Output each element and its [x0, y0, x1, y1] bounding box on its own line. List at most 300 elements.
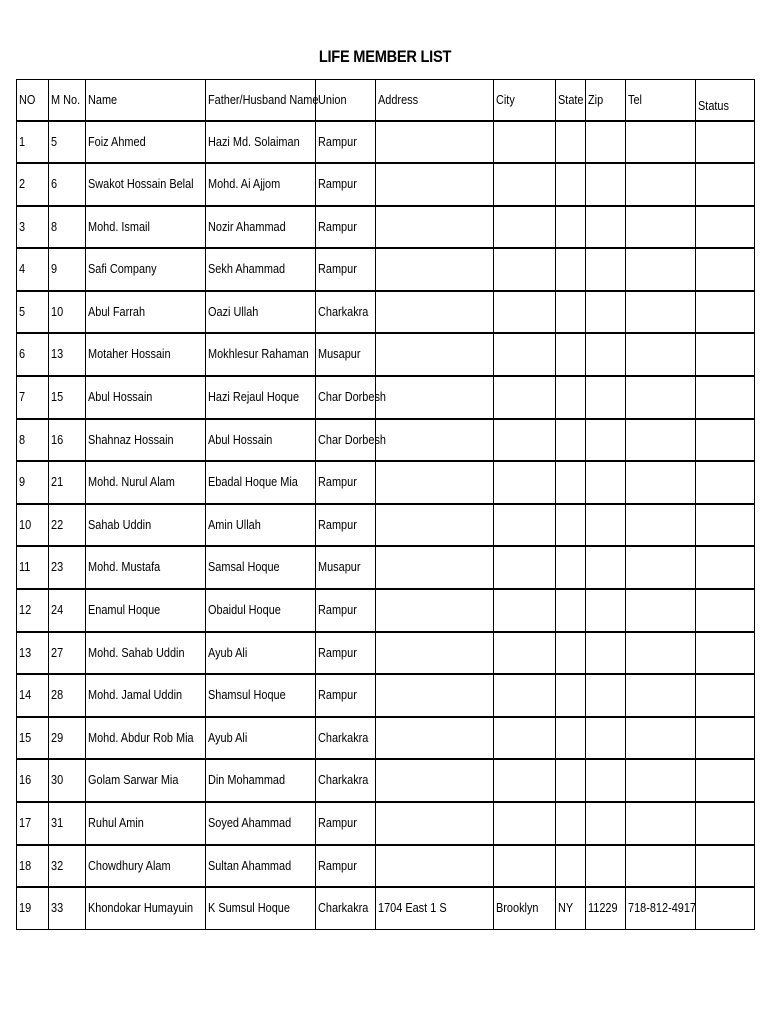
- member-table: [16, 79, 755, 930]
- table-row: [17, 206, 755, 249]
- table-row: [17, 717, 755, 760]
- table-cell: [316, 717, 376, 760]
- cell-text: 19: [19, 900, 32, 916]
- table-cell: [626, 419, 696, 462]
- cell-text: Motaher Hossain: [88, 346, 171, 362]
- table-cell: [626, 504, 696, 547]
- column-header: [376, 80, 494, 121]
- table-cell: [86, 504, 206, 547]
- table-cell: [696, 376, 755, 419]
- table-cell: [206, 887, 316, 930]
- cell-text: 10: [19, 516, 32, 532]
- table-cell: [376, 419, 494, 462]
- table-cell: [376, 376, 494, 419]
- cell-text: Obaidul Hoque: [208, 602, 281, 618]
- cell-text: 15: [19, 729, 32, 745]
- cell-text: 10: [51, 303, 64, 319]
- table-cell: [206, 248, 316, 291]
- table-cell: [49, 546, 86, 589]
- table-cell: [586, 291, 626, 334]
- cell-text: 2: [19, 176, 26, 192]
- table-cell: [206, 291, 316, 334]
- table-cell: [86, 546, 206, 589]
- table-cell: [494, 546, 556, 589]
- table-cell: [696, 419, 755, 462]
- table-cell: [376, 206, 494, 249]
- cell-text: Soyed Ahammad: [208, 815, 292, 830]
- table-cell: [316, 802, 376, 845]
- table-cell: [556, 333, 586, 376]
- table-cell: [17, 845, 49, 888]
- table-cell: [49, 845, 86, 888]
- table-cell: [376, 759, 494, 802]
- cell-text: Safi Company: [88, 261, 157, 277]
- table-row: [17, 376, 755, 419]
- cell-text: Samsal Hoque: [208, 559, 280, 575]
- cell-text: Charkakra: [318, 729, 369, 745]
- cell-text: 1: [19, 133, 26, 149]
- cell-text: 11229: [588, 900, 618, 916]
- table-cell: [586, 461, 626, 504]
- cell-text: Golam Sarwar Mia: [88, 772, 179, 788]
- column-header-label: State: [558, 92, 584, 107]
- cell-text: 718-812-4917: [628, 900, 697, 916]
- table-cell: [556, 802, 586, 845]
- table-cell: [17, 632, 49, 675]
- table-cell: [86, 333, 206, 376]
- column-header-label: NO: [19, 92, 36, 107]
- cell-text: Rampur: [318, 474, 357, 490]
- column-header-label: Tel: [628, 92, 642, 107]
- table-cell: [494, 248, 556, 291]
- table-cell: [17, 802, 49, 845]
- table-cell: [626, 206, 696, 249]
- column-header: [696, 80, 755, 121]
- table-cell: [626, 121, 696, 164]
- table-cell: [556, 589, 586, 632]
- table-cell: [86, 845, 206, 888]
- cell-text: 17: [19, 815, 32, 830]
- table-cell: [376, 504, 494, 547]
- cell-text: Nozir Ahammad: [208, 218, 286, 234]
- table-cell: [316, 248, 376, 291]
- column-header: [626, 80, 696, 121]
- cell-text: Foiz Ahmed: [88, 133, 146, 149]
- cell-text: 13: [19, 644, 32, 660]
- table-cell: [206, 674, 316, 717]
- cell-text: 13: [51, 346, 64, 362]
- cell-text: 28: [51, 687, 64, 703]
- cell-text: Ruhul Amin: [88, 815, 144, 830]
- table-cell: [626, 333, 696, 376]
- table-cell: [586, 546, 626, 589]
- table-cell: [556, 291, 586, 334]
- cell-text: Swakot Hossain Belal: [88, 176, 194, 192]
- table-cell: [376, 887, 494, 930]
- table-cell: [49, 802, 86, 845]
- table-cell: [586, 887, 626, 930]
- cell-text: Ayub Ali: [208, 729, 248, 745]
- table-cell: [86, 206, 206, 249]
- table-cell: [696, 845, 755, 888]
- table-cell: [556, 376, 586, 419]
- table-cell: [586, 845, 626, 888]
- cell-text: Abul Hossain: [208, 431, 273, 447]
- table-cell: [206, 376, 316, 419]
- column-header-label: M No.: [51, 92, 81, 107]
- table-cell: [586, 248, 626, 291]
- table-cell: [86, 461, 206, 504]
- table-cell: [49, 887, 86, 930]
- table-cell: [586, 717, 626, 760]
- table-cell: [17, 333, 49, 376]
- cell-text: Mohd. Ai Ajjom: [208, 176, 281, 192]
- cell-text: Rampur: [318, 133, 357, 149]
- column-header-label: Father/Husband Name: [208, 92, 319, 107]
- table-cell: [586, 206, 626, 249]
- cell-text: Char Dorbesh: [318, 389, 386, 405]
- column-header: [556, 80, 586, 121]
- table-cell: [316, 121, 376, 164]
- table-cell: [626, 632, 696, 675]
- table-cell: [17, 291, 49, 334]
- table-cell: [49, 589, 86, 632]
- table-row: [17, 163, 755, 206]
- table-cell: [494, 674, 556, 717]
- table-cell: [586, 674, 626, 717]
- table-cell: [696, 461, 755, 504]
- table-cell: [86, 674, 206, 717]
- cell-text: Oazi Ullah: [208, 303, 259, 319]
- table-cell: [49, 163, 86, 206]
- table-cell: [556, 461, 586, 504]
- table-cell: [316, 376, 386, 419]
- cell-text: 9: [51, 261, 58, 277]
- table-cell: [316, 163, 376, 206]
- cell-text: Charkakra: [318, 303, 369, 319]
- table-cell: [696, 546, 755, 589]
- table-cell: [316, 632, 376, 675]
- table-cell: [206, 632, 316, 675]
- column-header-label: Union: [318, 92, 347, 107]
- table-cell: [17, 461, 49, 504]
- table-cell: [86, 759, 206, 802]
- cell-text: Abul Hossain: [88, 389, 153, 405]
- table-cell: [626, 589, 696, 632]
- table-cell: [696, 674, 755, 717]
- cell-text: Mohd. Sahab Uddin: [88, 644, 185, 660]
- cell-text: 21: [51, 474, 64, 490]
- cell-text: NY: [558, 900, 574, 916]
- table-cell: [696, 333, 755, 376]
- table-cell: [494, 461, 556, 504]
- table-cell: [17, 206, 49, 249]
- table-cell: [626, 674, 696, 717]
- column-header: [494, 80, 556, 121]
- table-cell: [206, 717, 316, 760]
- table-cell: [556, 887, 586, 930]
- table-cell: [696, 717, 755, 760]
- cell-text: 6: [19, 346, 26, 362]
- table-cell: [696, 632, 755, 675]
- table-cell: [316, 759, 376, 802]
- table-cell: [696, 291, 755, 334]
- table-cell: [586, 376, 626, 419]
- table-cell: [206, 504, 316, 547]
- table-cell: [556, 419, 586, 462]
- table-cell: [49, 717, 86, 760]
- table-cell: [494, 504, 556, 547]
- table-cell: [586, 759, 626, 802]
- cell-text: Enamul Hoque: [88, 602, 161, 618]
- table-cell: [376, 674, 494, 717]
- table-cell: [626, 887, 696, 930]
- table-cell: [494, 802, 556, 845]
- table-row: [17, 121, 755, 164]
- table-cell: [556, 717, 586, 760]
- table-cell: [17, 717, 49, 760]
- cell-text: 1704 East 1 S: [378, 900, 447, 916]
- table-cell: [49, 376, 86, 419]
- cell-text: 24: [51, 602, 64, 618]
- table-cell: [376, 461, 494, 504]
- cell-text: Amin Ullah: [208, 516, 261, 532]
- table-cell: [86, 163, 206, 206]
- table-cell: [556, 845, 586, 888]
- cell-text: Musapur: [318, 346, 361, 362]
- table-cell: [556, 206, 586, 249]
- table-cell: [316, 887, 376, 930]
- cell-text: Brooklyn: [496, 900, 539, 916]
- cell-text: 27: [51, 644, 64, 660]
- table-cell: [586, 333, 626, 376]
- table-cell: [86, 589, 206, 632]
- table-cell: [376, 589, 494, 632]
- table-cell: [17, 887, 49, 930]
- table-cell: [206, 759, 316, 802]
- cell-text: 8: [51, 218, 58, 234]
- table-row: [17, 632, 755, 675]
- table-cell: [696, 589, 755, 632]
- table-cell: [494, 759, 556, 802]
- table-cell: [49, 674, 86, 717]
- table-cell: [316, 845, 376, 888]
- column-header: [316, 80, 376, 121]
- table-cell: [626, 546, 696, 589]
- table-row: [17, 419, 755, 462]
- table-cell: [17, 674, 49, 717]
- cell-text: 22: [51, 516, 64, 532]
- cell-text: Sekh Ahammad: [208, 261, 286, 277]
- table-cell: [17, 504, 49, 547]
- cell-text: Rampur: [318, 857, 357, 873]
- cell-text: 18: [19, 857, 32, 873]
- table-cell: [17, 121, 49, 164]
- cell-text: Mohd. Abdur Rob Mia: [88, 729, 194, 745]
- column-header: [49, 80, 86, 121]
- cell-text: 16: [51, 431, 64, 447]
- table-cell: [556, 546, 586, 589]
- cell-text: Chowdhury Alam: [88, 857, 171, 873]
- column-header-label: Name: [88, 92, 118, 107]
- table-cell: [494, 887, 556, 930]
- table-row: [17, 461, 755, 504]
- column-header: [17, 80, 49, 121]
- table-cell: [17, 163, 49, 206]
- table-cell: [494, 419, 556, 462]
- table-cell: [376, 802, 494, 845]
- table-cell: [626, 163, 696, 206]
- table-cell: [206, 419, 316, 462]
- cell-text: Rampur: [318, 218, 357, 234]
- table-cell: [49, 206, 86, 249]
- cell-text: Musapur: [318, 559, 361, 575]
- table-cell: [586, 121, 626, 164]
- table-cell: [49, 291, 86, 334]
- table-cell: [86, 802, 206, 845]
- cell-text: Mohd. Ismail: [88, 218, 150, 234]
- table-cell: [316, 333, 376, 376]
- table-cell: [494, 163, 556, 206]
- table-cell: [316, 461, 376, 504]
- table-cell: [206, 461, 316, 504]
- table-cell: [494, 121, 556, 164]
- table-cell: [86, 887, 206, 930]
- cell-text: Sultan Ahammad: [208, 857, 292, 873]
- table-cell: [376, 632, 494, 675]
- table-cell: [316, 546, 376, 589]
- cell-text: 12: [19, 602, 32, 618]
- column-header-label: Address: [378, 92, 419, 107]
- table-cell: [17, 376, 49, 419]
- table-cell: [206, 589, 316, 632]
- table-cell: [556, 674, 586, 717]
- table-cell: [556, 163, 586, 206]
- table-cell: [316, 419, 386, 462]
- table-cell: [626, 461, 696, 504]
- header-row: [17, 80, 755, 121]
- table-cell: [586, 632, 626, 675]
- cell-text: Hazi Md. Solaiman: [208, 133, 300, 149]
- column-header-label: Status: [698, 98, 729, 113]
- table-row: [17, 674, 755, 717]
- table-cell: [696, 759, 755, 802]
- cell-text: Mohd. Nurul Alam: [88, 474, 175, 490]
- cell-text: Hazi Rejaul Hoque: [208, 389, 300, 405]
- table-cell: [696, 802, 755, 845]
- table-cell: [49, 419, 86, 462]
- cell-text: Din Mohammad: [208, 772, 286, 788]
- cell-text: Rampur: [318, 815, 357, 830]
- table-cell: [556, 248, 586, 291]
- table-cell: [49, 632, 86, 675]
- table-row: [17, 845, 755, 888]
- table-cell: [494, 589, 556, 632]
- table-cell: [316, 589, 376, 632]
- table-cell: [494, 632, 556, 675]
- cell-text: Mohd. Jamal Uddin: [88, 687, 183, 703]
- cell-text: 31: [51, 815, 64, 830]
- cell-text: Abul Farrah: [88, 303, 146, 319]
- cell-text: Rampur: [318, 602, 357, 618]
- table-cell: [49, 121, 86, 164]
- table-cell: [206, 206, 316, 249]
- table-cell: [586, 504, 626, 547]
- table-cell: [494, 717, 556, 760]
- cell-text: Rampur: [318, 687, 357, 703]
- cell-text: Rampur: [318, 516, 357, 532]
- table-cell: [17, 419, 49, 462]
- table-cell: [626, 248, 696, 291]
- cell-text: Char Dorbesh: [318, 431, 386, 447]
- cell-text: 33: [51, 900, 64, 916]
- table-cell: [556, 121, 586, 164]
- table-cell: [86, 121, 206, 164]
- cell-text: 32: [51, 857, 64, 873]
- cell-text: 9: [19, 474, 26, 490]
- table-cell: [494, 206, 556, 249]
- cell-text: 14: [19, 687, 32, 703]
- table-cell: [696, 206, 755, 249]
- cell-text: Khondokar Humayuin: [88, 900, 194, 916]
- cell-text: 16: [19, 772, 32, 788]
- column-header: [586, 80, 626, 121]
- table-cell: [696, 248, 755, 291]
- table-cell: [696, 121, 755, 164]
- cell-text: 8: [19, 431, 26, 447]
- cell-text: K Sumsul Hoque: [208, 900, 290, 916]
- table-cell: [206, 163, 316, 206]
- table-cell: [556, 504, 586, 547]
- table-cell: [626, 845, 696, 888]
- table-cell: [626, 802, 696, 845]
- table-cell: [206, 333, 316, 376]
- cell-text: 3: [19, 218, 26, 234]
- table-cell: [494, 845, 556, 888]
- table-cell: [316, 674, 376, 717]
- table-cell: [586, 163, 626, 206]
- page-title: LIFE MEMBER LIST: [318, 47, 452, 66]
- table-cell: [206, 845, 316, 888]
- table-cell: [376, 845, 494, 888]
- cell-text: Ebadal Hoque Mia: [208, 474, 298, 490]
- table-cell: [86, 248, 206, 291]
- table-cell: [376, 546, 494, 589]
- table-cell: [494, 376, 556, 419]
- cell-text: Rampur: [318, 261, 357, 277]
- table-cell: [586, 802, 626, 845]
- cell-text: Charkakra: [318, 772, 369, 788]
- table-cell: [376, 163, 494, 206]
- table-cell: [626, 759, 696, 802]
- table-row: [17, 504, 755, 547]
- cell-text: Ayub Ali: [208, 644, 248, 660]
- table-cell: [49, 759, 86, 802]
- table-cell: [316, 504, 376, 547]
- table-row: [17, 546, 755, 589]
- table-row: [17, 589, 755, 632]
- table-cell: [586, 419, 626, 462]
- table-cell: [49, 333, 86, 376]
- cell-text: Shahnaz Hossain: [88, 431, 174, 447]
- cell-text: Charkakra: [318, 900, 369, 916]
- cell-text: 4: [19, 261, 26, 277]
- cell-text: Mokhlesur Rahaman: [208, 346, 309, 362]
- cell-text: Rampur: [318, 176, 357, 192]
- cell-text: Shamsul Hoque: [208, 687, 286, 703]
- table-cell: [17, 248, 49, 291]
- table-cell: [316, 206, 376, 249]
